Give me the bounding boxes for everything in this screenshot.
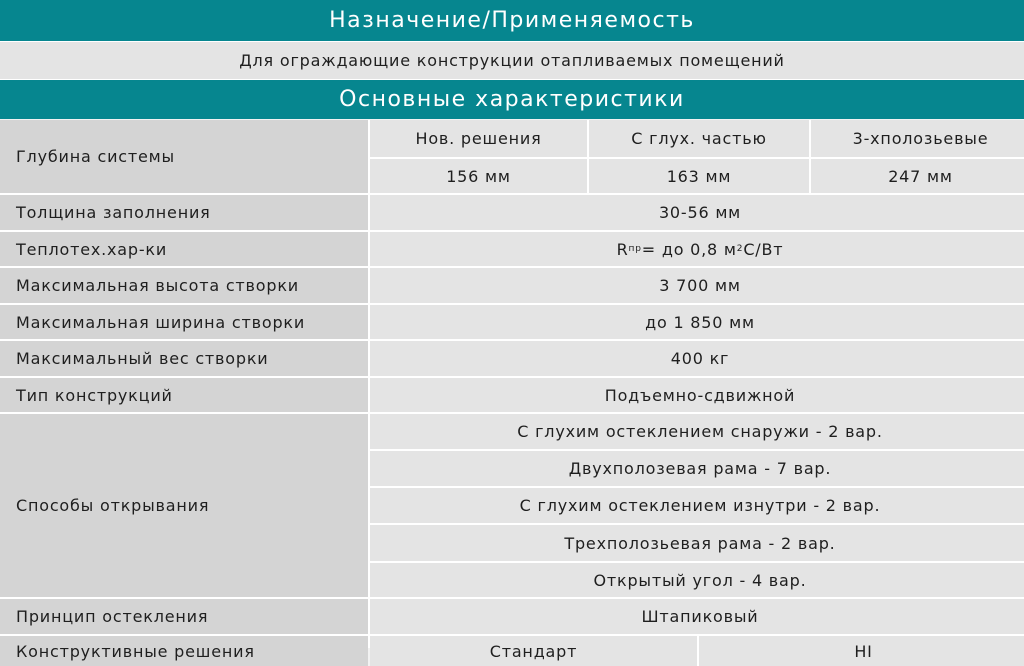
solutions-label: Конструктивные решения	[0, 636, 368, 666]
glazing-value: Штапиковый	[370, 599, 1024, 634]
depth-label: Глубина системы	[0, 120, 368, 193]
thermal-power: 2	[736, 244, 744, 254]
solutions-values	[370, 636, 1024, 666]
max-weight-value: 400 кг	[370, 341, 1024, 376]
purpose-text: Для ограждающие конструкции отапливаемых помещений	[0, 41, 1024, 80]
max-width-label: Максимальная ширина створки	[0, 305, 368, 339]
thermal-label: Теплотех.хар-ки	[0, 232, 368, 266]
opening-option: С глухим остеклением снаружи - 2 вар.	[370, 414, 1024, 449]
max-width-value: до 1 850 мм	[370, 305, 1024, 339]
thermal-value	[370, 232, 1024, 266]
thermal-symbol: R	[616, 239, 629, 259]
thermal-suffix: С/Вт	[743, 239, 784, 259]
construction-type-label: Тип конструкций	[0, 378, 368, 412]
opening-option: Трехполозьевая рама - 2 вар.	[370, 525, 1024, 561]
depth-value-three-track: 247 мм	[811, 159, 1024, 193]
opening-option: Открытый угол - 4 вар.	[370, 563, 1024, 597]
glazing-label: Принцип остекления	[0, 599, 368, 634]
solutions-hi: HI	[699, 636, 1024, 666]
specs-table	[0, 120, 1024, 661]
thermal-symbol-index: пр	[628, 244, 642, 254]
depth-col-fixed: С глух. частью	[589, 120, 809, 157]
purpose-title: Назначение/Применяемость	[0, 0, 1024, 41]
solutions-standard: Стандарт	[370, 636, 697, 666]
max-height-value: 3 700 мм	[370, 268, 1024, 303]
opening-option: Двухполозевая рама - 7 вар.	[370, 451, 1024, 486]
depth-value-new: 156 мм	[370, 159, 587, 193]
filling-label: Толщина заполнения	[0, 195, 368, 230]
filling-value: 30-56 мм	[370, 195, 1024, 230]
max-weight-label: Максимальный вес створки	[0, 341, 368, 376]
specs-title: Основные характеристики	[0, 80, 1024, 119]
depth-value-fixed: 163 мм	[589, 159, 809, 193]
construction-type-value: Подъемно-сдвижной	[370, 378, 1024, 412]
opening-label: Способы открывания	[0, 414, 368, 597]
depth-col-new: Нов. решения	[370, 120, 587, 157]
max-height-label: Максимальная высота створки	[0, 268, 368, 303]
depth-col-three-track: 3-хполозьевые	[811, 120, 1024, 157]
thermal-prefix: = до 0,8 м	[641, 239, 737, 259]
opening-option: С глухим остеклением изнутри - 2 вар.	[370, 488, 1024, 523]
